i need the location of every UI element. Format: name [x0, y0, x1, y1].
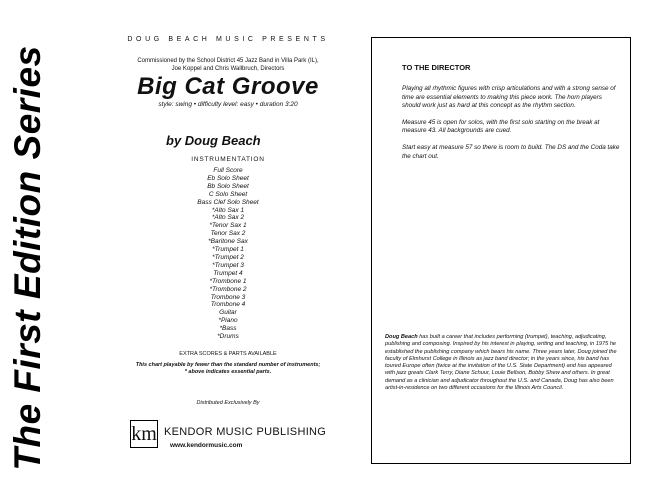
commission-line-2: Joe Koppel and Chris Wallbruch, Directors	[171, 66, 285, 72]
km-logo-mark	[130, 420, 158, 448]
director-heading: TO THE DIRECTOR	[402, 63, 471, 72]
director-notes-panel	[371, 37, 631, 464]
kendor-url: www.kendormusic.com	[170, 442, 243, 449]
list-item: *Drums	[217, 333, 239, 341]
list-item: *Baritone Sax	[208, 238, 248, 246]
essential-parts-notice	[98, 362, 358, 376]
list-item: *Trombone 1	[209, 277, 247, 285]
distributed-by: Distributed Exclusively By	[196, 400, 260, 406]
list-item: Eb Solo Sheet	[207, 174, 249, 182]
kendor-publisher-name: KENDOR MUSIC PUBLISHING	[164, 426, 327, 438]
list-item: *Trumpet 2	[212, 253, 244, 261]
director-paragraph: Measure 45 is open for solos, with the first solo starting on the break at measure 43. All backgrounds are cued.	[402, 118, 600, 135]
instrumentation-list	[178, 167, 278, 341]
list-item: *Bass	[219, 325, 237, 333]
commission-line-1: Commissioned by the School District 45 Jazz Band in Villa Park (IL),	[137, 58, 319, 64]
director-paragraph: Playing all rhythmic figures with crisp articulations and with a strong sense of time are essential elements to making this piece work. The horn players should work just as hard at this concept as the rhythm section.	[402, 85, 616, 110]
list-item: *Trumpet 1	[212, 246, 244, 254]
bio-text: has built a career that includes performing (trumpet), teaching, adjudicating, publishing and composing. Inspired by his interest in playing, writing and teaching, in 1975 he established the publishing company which bears his name. Three years later, Doug joined the faculty of Elmhurst College in Illinois as jazz band director; in the years since, his band has toured Europe often (twice at the invitation of the U.S. State Department) and has appeared with jazz greats Clark Terry, Diane Schuur, Louie Bellson, Bobby Shew and others. In great demand as a clinician and adjudicator throughout the U.S. and Canada, Doug has also been artist-in-residence on two different occasions for the Illinois Arts Council.	[385, 334, 617, 392]
list-item: Bass Clef Solo Sheet	[197, 198, 259, 206]
list-item: *Piano	[218, 317, 238, 325]
list-item: Trombone 3	[210, 293, 246, 301]
list-item: Trumpet 4	[213, 269, 243, 277]
piece-info: style: swing • difficulty level: easy • duration 3:20	[158, 101, 298, 108]
list-item: Full Score	[213, 167, 243, 174]
composer-name: by Doug Beach	[166, 133, 261, 148]
series-title: The First Edition Series	[7, 45, 48, 471]
series-spine	[0, 0, 56, 500]
director-paragraph: Start easy at measure 57 so there is room to build. The DS and the Coda take the chart out.	[402, 143, 620, 160]
list-item: Guitar	[219, 309, 237, 317]
list-item: C Solo Sheet	[208, 190, 248, 198]
list-item: Tenor Sax 2	[210, 230, 246, 238]
kendor-logo	[130, 417, 350, 457]
commission-note	[98, 57, 358, 73]
list-item: *Trumpet 3	[212, 261, 244, 269]
extra-scores-note: EXTRA SCORES & PARTS AVAILABLE	[179, 351, 277, 357]
notice-line-1: This chart playable by fewer than the standard number of instruments;	[135, 362, 321, 368]
director-notes	[402, 85, 620, 169]
km-logo-letters: km	[131, 423, 157, 445]
list-item: *Tenor Sax 1	[209, 222, 247, 230]
list-item: *Trombone 2	[209, 285, 247, 293]
list-item: Bb Solo Sheet	[207, 182, 249, 190]
piece-title: Big Cat Groove	[137, 73, 319, 100]
composer-bio	[385, 334, 621, 392]
list-item: Trombone 4	[210, 301, 246, 309]
bio-name: Doug Beach	[385, 334, 418, 340]
instrumentation-heading: INSTRUMENTATION	[191, 156, 265, 163]
cover-left-panel	[98, 0, 368, 500]
list-item: *Alto Sax 2	[211, 214, 245, 222]
list-item: *Alto Sax 1	[211, 206, 245, 214]
publisher-presents: DOUG BEACH MUSIC PRESENTS	[127, 36, 329, 43]
notice-line-2: * above indicates essential parts.	[184, 369, 272, 375]
